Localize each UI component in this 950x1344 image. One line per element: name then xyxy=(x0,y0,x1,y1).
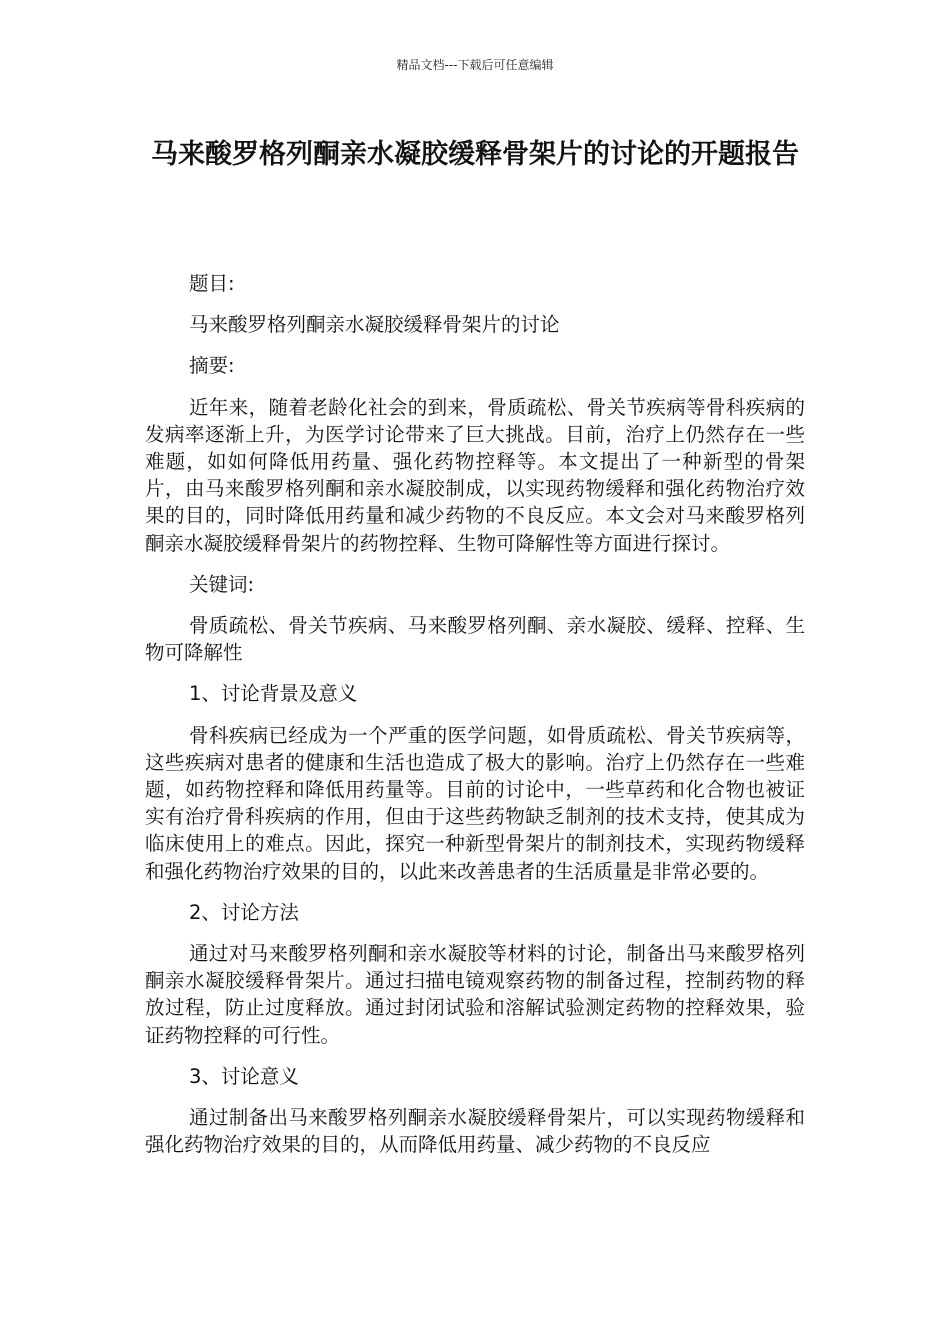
section-text-significance: 通过制备出马来酸罗格列酮亲水凝胶缓释骨架片，可以实现药物缓释和强化药物治疗效果的目的，从而降低用药量、减少药物的不良反应 xyxy=(145,1106,805,1157)
abstract-label: 摘要: xyxy=(189,354,235,378)
section-heading-significance: 3、讨论意义 xyxy=(189,1064,299,1088)
topic-text: 马来酸罗格列酮亲水凝胶缓释骨架片的讨论 xyxy=(189,313,560,337)
section-heading-method: 2、讨论方法 xyxy=(189,900,299,924)
keywords-text: 骨质疏松、骨关节疾病、马来酸罗格列酮、亲水凝胶、缓释、控释、生物可降解性 xyxy=(145,614,805,665)
topic-label: 题目: xyxy=(189,272,235,295)
document-body xyxy=(145,270,805,1172)
abstract-text: 近年来，随着老龄化社会的到来，骨质疏松、骨关节疾病等骨科疾病的发病率逐渐上升，为医学讨论带来了巨大挑战。目前，治疗上仍然存在一些难题，如如何降低用药量、强化药物控释等。本文提出了一种新型的骨架片，由马来酸罗格列酮和亲水凝胶制成，以实现药物缓释和强化药物治疗效果的目的，同时降低用药量和减少药物的不良反应。本文会对马来酸罗格列酮亲水凝胶缓释骨架片的药物控释、生物可降解性等方面进行探讨。 xyxy=(145,395,805,555)
section-text-method: 通过对马来酸罗格列酮和亲水凝胶等材料的讨论，制备出马来酸罗格列酮亲水凝胶缓释骨架片。通过扫描电镜观察药物的制备过程，控制药物的释放过程，防止过度释放。通过封闭试验和溶解试验测定药物的控释效果，验证药物控释的可行性。 xyxy=(145,942,805,1047)
keywords-label: 关键词: xyxy=(189,572,255,596)
header-note: 精品文档---下载后可任意编辑 xyxy=(396,58,554,72)
section-text-background: 骨科疾病已经成为一个严重的医学问题，如骨质疏松、骨关节疾病等，这些疾病对患者的健康和生活也造成了极大的影响。治疗上仍然存在一些难题，如药物控释和降低用药量等。目前的讨论中，一些草药和化合物也被证实有治疗骨科疾病的作用，但由于这些药物缺乏制剂的技术支持，使其成为临床使用上的难点。因此，探究一种新型骨架片的制剂技术，实现药物缓释和强化药物治疗效果的目的，以此来改善患者的生活质量是非常必要的。 xyxy=(145,723,805,883)
section-heading-background: 1、讨论背景及意义 xyxy=(189,682,358,706)
document-title: 马来酸罗格列酮亲水凝胶缓释骨架片的讨论的开题报告 xyxy=(151,139,799,170)
